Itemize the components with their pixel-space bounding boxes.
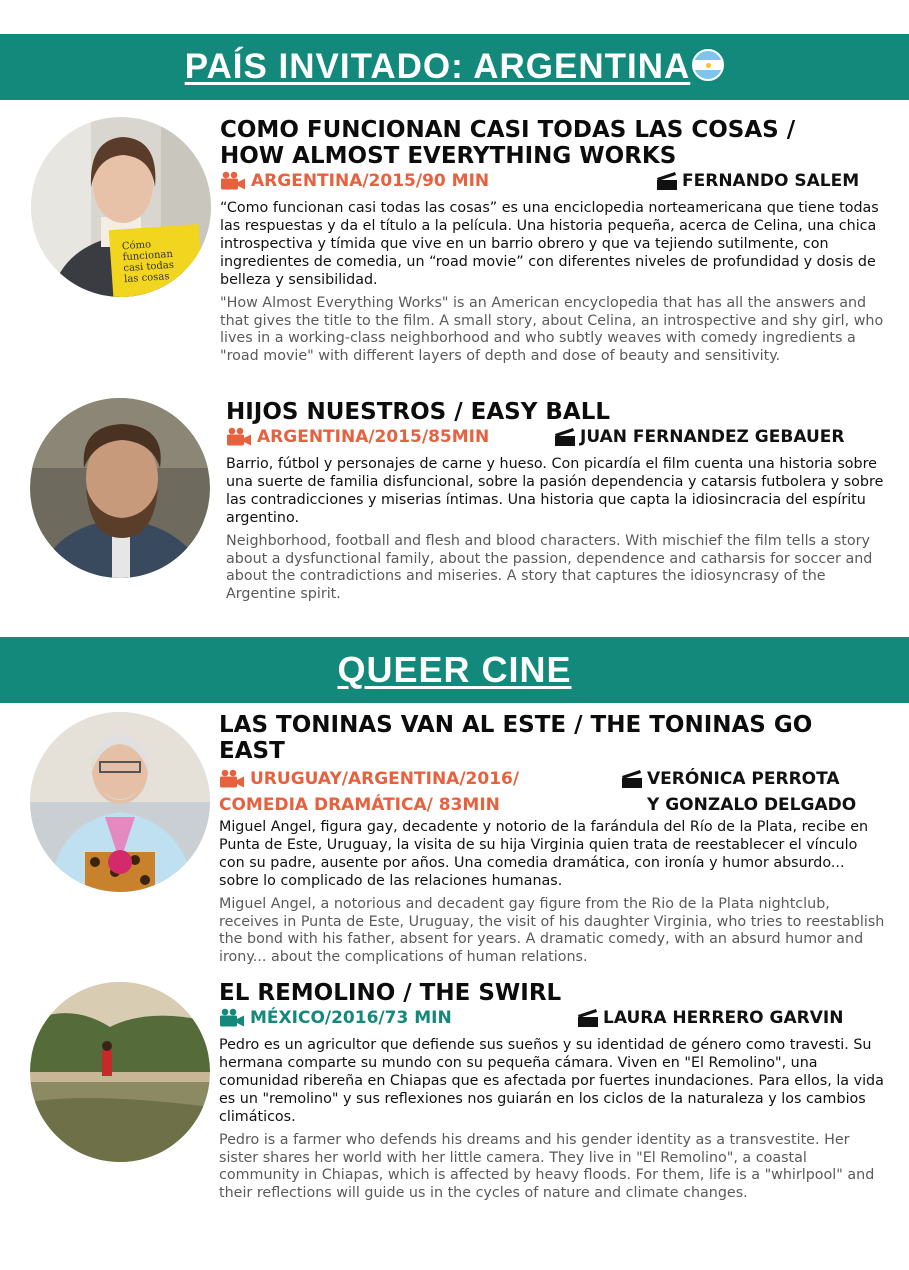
film-country: MÉXICO/2016/73 MIN <box>219 1008 452 1028</box>
film-description-es: Barrio, fútbol y personajes de carne y hueso. Con picardía el film cuenta una historia sobre una suerte de familia disfuncional, sobre la pasión dependencia y catarsis futbolera y sobre las contradicciones y miserias íntimas. Una historia que capta la idiosincracia del espíritu argentino. <box>226 456 884 526</box>
film-director: VERÓNICA PERROTA Y GONZALO DELGADO <box>621 766 856 818</box>
film-description-en: Miguel Angel, a notorious and decadent gay figure from the Rio de la Plata nightclub, receives in Punta de Este, Uruguay, the visit of his daughter Virginia, who tries to reestablish the bond with his father, absent for years. A dramatic comedy, with an absurd humor and irony... about the complications of human relations. <box>219 896 885 965</box>
film-meta <box>219 1008 886 1034</box>
svg-text:casi todas: casi todas <box>123 259 175 275</box>
film-director: JUAN FERNANDEZ GEBAUER <box>554 427 844 447</box>
svg-text:funcionan: funcionan <box>122 248 174 264</box>
clapperboard-icon <box>656 171 678 191</box>
film-description-en: Pedro is a farmer who defends his dreams and his gender identity as a transvestite. Her sister shares her world with her little camera. They live in "El Remolino", a coastal community in Chiapas, which is affected by heavy floods. For them, life is a "whirlpool" and their reflections will guide us in the cycles of nature and climate changes. <box>219 1132 875 1201</box>
film-el-remolino <box>219 980 886 1202</box>
film-description-en: Neighborhood, football and flesh and blood characters. With mischief the film tells a story about a dysfunctional family, about the passion, dependence and catharsis for soccer and about the contradictions and miseries. A story that captures the idiosyncrasy of the Argentine spirit. <box>226 533 873 602</box>
film-country: ARGENTINA/2015/85MIN <box>226 427 489 447</box>
film-las-toninas <box>219 712 886 966</box>
film-country: URUGUAY/ARGENTINA/2016/ COMEDIA DRAMÁTICA/ 83MIN <box>219 769 520 815</box>
film-poster-como-funcionan <box>31 117 211 297</box>
film-poster-el-remolino <box>30 982 210 1162</box>
film-title: LAS TONINAS VAN AL ESTE / THE TONINAS GO EAST <box>219 712 813 764</box>
argentina-flag-icon <box>692 49 724 81</box>
film-director: LAURA HERRERO GARVIN <box>577 1008 843 1028</box>
book-text: Cómo <box>121 239 152 253</box>
clapperboard-icon <box>554 427 576 447</box>
camera-icon <box>219 1008 245 1028</box>
film-poster-las-toninas <box>30 712 210 892</box>
film-meta <box>219 766 886 816</box>
film-como-funcionan <box>220 117 890 365</box>
film-title: HIJOS NUESTROS / EASY BALL <box>226 399 611 425</box>
section-banner-queer <box>0 637 909 703</box>
film-description-es: Pedro es un agricultor que defiende sus sueños y su identidad de género como travesti. Su hermana comparte su mundo con su pequeña cámara. Viven en "El Remolino", una comunidad ribereña en Chiapas que es afectada por fuertes inundaciones. Para ellos, la vida es un "remolino" y sus reflexiones nos guiarán en los ciclos de la naturaleza y los cambios climáticos. <box>219 1037 884 1125</box>
film-title: COMO FUNCIONAN CASI TODAS LAS COSAS / HOW ALMOST EVERYTHING WORKS <box>220 117 796 169</box>
section-banner-argentina <box>0 34 909 100</box>
film-meta <box>220 171 890 197</box>
film-description-es: “Como funcionan casi todas las cosas” es una enciclopedia norteamericana que tiene todas las respuestas y da el título a la película. Una historia pequeña, acerca de Celina, una chica introspectiva y tímida que vive en un barrio obrero y que va tejiendo sutilmente, con ingredientes de comedia, un “road movie” con diferentes niveles de profundidad y dosis de belleza y sensibilidad. <box>220 200 879 288</box>
film-hijos-nuestros <box>226 399 886 603</box>
camera-icon <box>220 171 246 191</box>
clapperboard-icon <box>577 1008 599 1028</box>
clapperboard-icon <box>621 769 643 789</box>
section-title-argentina: PAÍS INVITADO: ARGENTINA <box>0 47 909 87</box>
film-director: FERNANDO SALEM <box>656 171 859 191</box>
film-meta <box>226 427 886 453</box>
film-description-en: "How Almost Everything Works" is an American encyclopedia that has all the answers and that gives the title to the film. A small story, about Celina, an introspective and shy girl, who lives in a working-class neighborhood and who subtly weaves with comedy ingredients a "road movie" with different layers of depth and dose of beauty and sensitivity. <box>220 295 884 364</box>
camera-icon <box>226 427 252 447</box>
film-title: EL REMOLINO / THE SWIRL <box>219 980 562 1006</box>
film-description-es: Miguel Angel, figura gay, decadente y notorio de la farándula del Río de la Plata, recibe en Punta de Este, Uruguay, la visita de su hija Virginia quien trata de reestablecer el vínculo con su padre, ausente por años. Una comedia dramática, con ironía y humor absurdo... sobre lo complicado de las relaciones humanas. <box>219 819 869 889</box>
camera-icon <box>219 769 245 789</box>
film-country: ARGENTINA/2015/90 MIN <box>220 171 489 191</box>
film-poster-hijos-nuestros <box>30 398 210 578</box>
section-title-queer: QUEER CINE <box>337 649 572 690</box>
svg-text:las cosas: las cosas <box>123 271 170 286</box>
